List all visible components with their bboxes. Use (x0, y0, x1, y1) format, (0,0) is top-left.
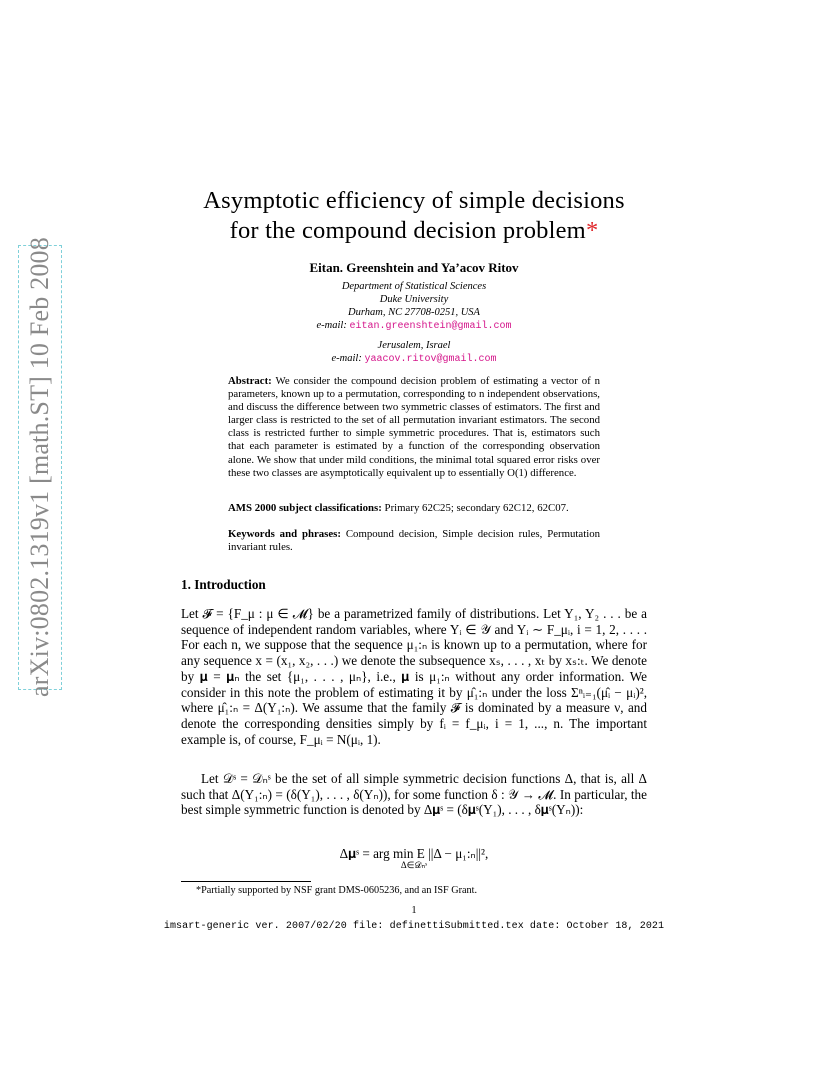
keywords-label: Keywords and phrases: (228, 528, 341, 540)
abstract (228, 375, 600, 480)
affiliation-1 (230, 280, 598, 333)
arxiv-stamp-text: arXiv:0802.1319v1 [math.ST] 10 Feb 2008 (25, 237, 54, 697)
title-footnote-marker[interactable]: * (585, 217, 599, 244)
footnote: *Partially supported by NSF grant DMS-0605236, and an ISF Grant. (196, 885, 477, 896)
email-link[interactable]: yaacov.ritov@gmail.com (364, 354, 497, 365)
arxiv-stamp (18, 237, 62, 697)
affiliation-city: Durham, NC 27708-0251, USA (348, 307, 480, 318)
paper-title (150, 186, 678, 246)
affiliation-city: Jerusalem, Israel (377, 340, 451, 351)
keywords-text: Compound decision, Simple decision rules, Permutation invariant rules. (228, 528, 600, 554)
affiliation-dept: Department of Statistical Sciences (341, 281, 487, 292)
page-footer: imsart-generic ver. 2007/02/20 file: definettiSubmitted.tex date: October 18, 2021 (163, 921, 665, 932)
email-link[interactable]: eitan.greenshtein@gmail.com (349, 321, 512, 332)
ams-classification (228, 502, 600, 515)
ams-text: Primary 62C25; secondary 62C12, 62C07. (381, 502, 569, 514)
page-number: 1 (411, 905, 417, 916)
affiliation-email-line (230, 319, 598, 333)
abstract-label: Abstract: (228, 375, 272, 387)
equation-main: Δ𝛍ˢ = arg min E ||Δ − μ₁:ₙ||², (339, 846, 489, 861)
section-heading: 1. Introduction (181, 577, 266, 592)
title-line-2 (150, 216, 678, 246)
equation-subscript: Δ∈𝒟ₙˢ (400, 860, 428, 870)
intro-paragraph-2: Let 𝒟ˢ = 𝒟ₙˢ be the set of all simple symmetric decision functions Δ, that is, all Δ such that Δ(Y₁:ₙ) = (δ(Y₁), . . . , δ(Yₙ)), for some function δ : 𝒴 → 𝓜. In particular, the best simple symmetric function is denoted by Δ𝛍ˢ = (δ𝛍ˢ(Y₁), . . . , δ𝛍ˢ(Yₙ)): (181, 771, 647, 818)
affiliation-2 (230, 339, 598, 366)
title-line-2-text: for the compound decision problem (229, 217, 586, 244)
title-line-1: Asymptotic efficiency of simple decisions (203, 187, 625, 214)
intro-paragraph-1: Let 𝓕 = {F_μ : μ ∈ 𝓜} be a parametrized family of distributions. Let Y₁, Y₂ . . . be a sequence of independent random variables, where Yᵢ ∈ 𝒴 and Yᵢ ∼ F_μᵢ, i = 1, 2, . . . . For each n, we suppose that the sequence μ₁:ₙ is known up to a permutation, where for any sequence x = (x₁, x₂, . . .) we denote the subsequence xₛ, . . . , xₜ by xₛ:ₜ. We denote by 𝛍 = 𝛍ₙ the set {μ₁, . . . , μₙ}, i.e., 𝛍 is μ₁:ₙ without any order information. We consider in this note the problem of estimating it by μ̂₁:ₙ under the loss Σⁿᵢ₌₁(μ̂ᵢ − μᵢ)², where μ̂₁:ₙ = Δ(Y₁:ₙ). We assume that the family 𝓕 is dominated by a measure ν, and denote the corresponding densities simply by fᵢ = f_μᵢ, i = 1, ..., n. The important example is, of course, F_μᵢ = N(μᵢ, 1). (181, 606, 647, 747)
affiliation-email-line (230, 352, 598, 366)
equation (181, 846, 647, 871)
email-label: e-mail: (316, 320, 350, 331)
ams-label: AMS 2000 subject classifications: (228, 502, 382, 514)
abstract-text: We consider the compound decision problem of estimating a vector of n parameters, known up to a permutation, corresponding to n independent observations, and discuss the difference between two symmetric classes of estimators. The first and larger class is restricted to the set of all permutation invariant estimators. The second class is restricted further to simple symmetric procedures. That is, estimators such that each parameter is estimated by a function of the corresponding observation alone. We show that under mild conditions, the minimal total squared error risks over these two classes are asymptotically equivalent up to essentially O(1) difference. (228, 375, 600, 479)
footnote-rule (181, 881, 311, 882)
email-label: e-mail: (331, 353, 365, 364)
authors: Eitan. Greenshtein and Ya’acov Ritov (309, 260, 519, 275)
keywords (228, 528, 600, 554)
affiliation-univ: Duke University (379, 294, 449, 305)
